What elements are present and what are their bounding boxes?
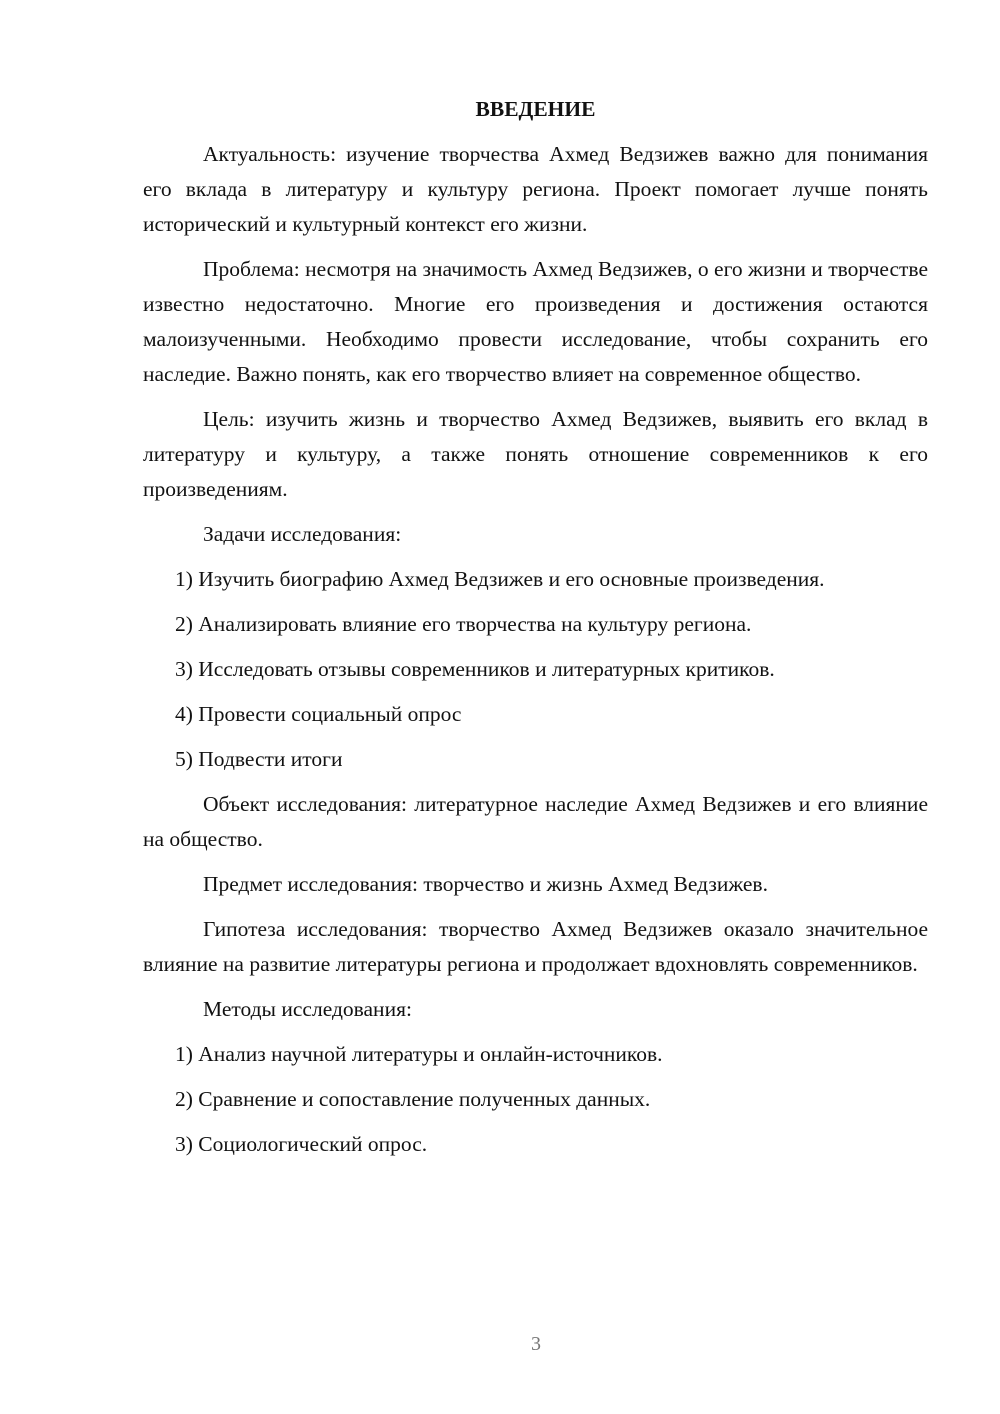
- task-item: 3) Исследовать отзывы современников и литературных критиков.: [175, 657, 775, 681]
- document-body: [143, 92, 928, 1172]
- method-item: 3) Социологический опрос.: [175, 1132, 428, 1156]
- task-item: 1) Изучить биографию Ахмед Ведзижев и его основные произведения.: [175, 567, 825, 591]
- methods-heading: Методы исследования:: [203, 997, 412, 1021]
- task-item: 4) Провести социальный опрос: [175, 702, 462, 726]
- task-item: 2) Анализировать влияние его творчества на культуру региона.: [175, 612, 752, 636]
- hypothesis-paragraph: Гипотеза исследования: творчество Ахмед Ведзижев оказало значительное влияние на развитие литературы региона и продолжает вдохновлять современников.: [143, 917, 928, 976]
- methods-list: [143, 1037, 928, 1162]
- goal-paragraph: Цель: изучить жизнь и творчество Ахмед Ведзижев, выявить его вклад в литературу и культуру, а также понять отношение современников к его произведениям.: [143, 407, 928, 501]
- page-number: 3: [531, 1333, 541, 1355]
- page-title: ВВЕДЕНИЕ: [475, 97, 596, 121]
- task-item: 5) Подвести итоги: [175, 747, 343, 771]
- tasks-heading: Задачи исследования:: [203, 522, 402, 546]
- method-item: 2) Сравнение и сопоставление полученных данных.: [175, 1087, 651, 1111]
- object-paragraph: Объект исследования: литературное наследие Ахмед Ведзижев и его влияние на общество.: [143, 792, 928, 851]
- relevance-paragraph: Актуальность: изучение творчества Ахмед Ведзижев важно для понимания его вклада в литературу и культуру региона. Проект помогает лучше понять исторический и культурный контекст его жизни.: [143, 142, 928, 236]
- subject-paragraph: Предмет исследования: творчество и жизнь Ахмед Ведзижев.: [203, 872, 768, 896]
- method-item: 1) Анализ научной литературы и онлайн-источников.: [175, 1042, 663, 1066]
- problem-paragraph: Проблема: несмотря на значимость Ахмед Ведзижев, о его жизни и творчестве известно недостаточно. Многие его произведения и достижения остаются малоизученными. Необходимо провести исследование, чтобы сохранить его наследие. Важно понять, как его творчество влияет на современное общество.: [143, 257, 928, 386]
- tasks-list: [143, 562, 928, 777]
